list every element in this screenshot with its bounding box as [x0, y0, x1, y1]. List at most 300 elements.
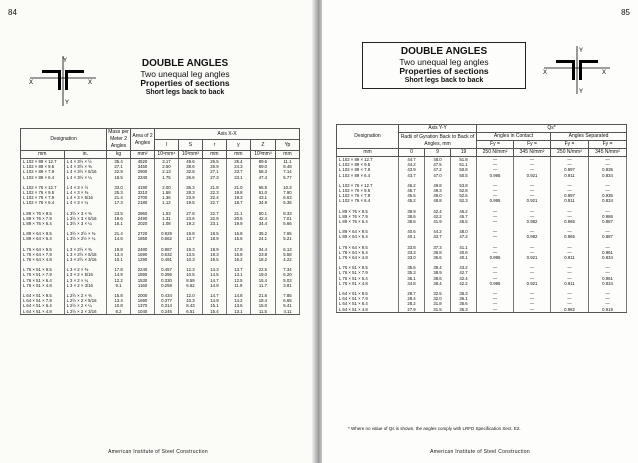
- page-title: DOUBLE ANGLES: [400, 46, 488, 57]
- designation-cell: L 89 × 76 × 7.9: [21, 216, 65, 221]
- value-cell: 15.8: [107, 293, 131, 298]
- value-cell: 0.911: [551, 173, 589, 178]
- value-cell: 10.1: [107, 257, 131, 262]
- col-y: y: [226, 140, 250, 151]
- value-cell: 42.4: [425, 209, 451, 214]
- col-fy250: 250 N/mm²: [477, 149, 514, 157]
- value-cell: 52.6: [451, 193, 477, 198]
- value-cell: 43.1: [250, 195, 275, 200]
- value-cell: 1.53: [155, 211, 179, 216]
- value-cell: 47.2: [451, 234, 477, 239]
- value-cell: 10.3: [275, 185, 299, 190]
- value-cell: 1850: [131, 236, 155, 241]
- value-cell: 0.834: [589, 281, 627, 286]
- designation-cell: L 89 × 76 × 9.5: [21, 211, 65, 216]
- value-cell: 42.2: [451, 281, 477, 286]
- col-designation: Designation: [337, 125, 399, 149]
- value-cell: 41.1: [451, 245, 477, 250]
- designation-cell: L 102 × 76 × 9.5: [337, 188, 399, 193]
- value-cell: 21.8: [202, 185, 226, 190]
- value-cell: 0.961: [589, 276, 627, 281]
- col-fy: Fy =: [514, 141, 551, 149]
- value-cell: 51.8: [451, 157, 477, 163]
- value-cell: 45.7: [399, 188, 425, 193]
- value-cell: —: [551, 209, 589, 214]
- value-cell: 22.7: [202, 200, 226, 205]
- designation-cell: L 89 × 64 × 9.5: [21, 231, 65, 236]
- value-cell: 44.7: [399, 157, 425, 163]
- designation-cell: L 64 × 51 × 9.5: [337, 291, 399, 296]
- unit-y: mm: [226, 151, 250, 159]
- value-cell: 6.13: [275, 247, 299, 252]
- designation-cell: L 3 × 2½ × 3/16: [64, 257, 106, 262]
- designation-cell: L 3½ × 3 × ¼: [64, 221, 106, 226]
- double-angle-section-icon: [544, 46, 610, 94]
- value-cell: —: [551, 188, 589, 193]
- value-cell: 4190: [131, 185, 155, 190]
- value-cell: 22.5: [250, 267, 275, 272]
- col-fy: Fy =: [477, 141, 514, 149]
- value-cell: —: [514, 193, 551, 198]
- value-cell: 45.5: [399, 193, 425, 198]
- value-cell: 53.8: [451, 183, 477, 188]
- designation-cell: L 76 × 51 × 9.5: [337, 265, 399, 270]
- value-cell: 36.1: [451, 296, 477, 301]
- value-cell: 2480: [131, 247, 155, 252]
- col-axis-xx: Axis X-X: [155, 129, 300, 140]
- value-cell: 12.0: [178, 293, 202, 298]
- value-cell: 1370: [131, 303, 155, 308]
- value-cell: —: [589, 157, 627, 163]
- value-cell: —: [589, 183, 627, 188]
- value-cell: 32.0: [425, 296, 451, 301]
- designation-cell: L 3½ × 2½ × ⅜: [64, 231, 106, 236]
- designation-cell: L 4 × 3 × ½: [64, 185, 106, 190]
- value-cell: 0.258: [155, 283, 179, 288]
- value-cell: 0.995: [477, 173, 514, 178]
- svg-text:Y: Y: [579, 48, 584, 54]
- value-cell: 2.50: [155, 164, 179, 169]
- col-designation: Designation: [21, 129, 107, 151]
- col-qs: Qs*: [477, 125, 627, 133]
- value-cell: 28.4: [399, 296, 425, 301]
- designation-cell: L 102 × 76 × 9.5: [21, 190, 65, 195]
- value-cell: 2.13: [155, 169, 179, 174]
- value-cell: 51.0: [250, 190, 275, 195]
- designation-cell: L 3½ × 3 × 5/16: [64, 216, 106, 221]
- col-fy: Fy =: [551, 141, 589, 149]
- value-cell: 38.6: [425, 276, 451, 281]
- value-cell: 28.2: [399, 301, 425, 306]
- col-fy345: 345 N/mm²: [589, 149, 627, 157]
- value-cell: 15.1: [202, 303, 226, 308]
- value-cell: 23.8: [250, 252, 275, 257]
- designation-cell: L 102 × 89 × 12.7: [337, 157, 399, 163]
- right-page: [322, 0, 638, 463]
- svg-text:X: X: [543, 70, 548, 76]
- value-cell: 14.6: [107, 236, 131, 241]
- designation-cell: L 102 × 76 × 6.4: [21, 200, 65, 205]
- designation-cell: L 64 × 51 × 7.9: [337, 296, 399, 301]
- value-cell: 11.9: [226, 283, 250, 288]
- value-cell: —: [589, 291, 627, 296]
- value-cell: 89.6: [250, 159, 275, 165]
- value-cell: 24.1: [250, 236, 275, 241]
- value-cell: 48.0: [451, 229, 477, 234]
- value-cell: 28.3: [178, 190, 202, 195]
- value-cell: 14.5: [202, 272, 226, 277]
- value-cell: 33.3: [399, 250, 425, 255]
- value-cell: 26.9: [202, 164, 226, 169]
- value-cell: —: [477, 214, 514, 219]
- value-cell: 31.8: [425, 301, 451, 306]
- col-mass: Mass per Meter 2 Angles: [108, 129, 129, 149]
- value-cell: —: [551, 183, 589, 188]
- value-cell: 33.0: [107, 185, 131, 190]
- value-cell: 0.911: [551, 255, 589, 260]
- value-cell: 14.9: [202, 283, 226, 288]
- value-cell: 10.8: [107, 303, 131, 308]
- double-angle-section-icon: [30, 56, 96, 106]
- value-cell: 38.6: [178, 164, 202, 169]
- value-cell: 45.2: [399, 198, 425, 203]
- svg-text:X: X: [88, 80, 93, 86]
- value-cell: —: [477, 307, 514, 313]
- value-cell: 19.3: [226, 195, 250, 200]
- value-cell: 47.4: [250, 175, 275, 180]
- value-cell: —: [589, 245, 627, 250]
- designation-cell: L 89 × 64 × 6.4: [337, 234, 399, 239]
- value-cell: 50.1: [250, 211, 275, 216]
- designation-cell: L 76 × 51 × 4.8: [337, 281, 399, 286]
- designation-cell: L 76 × 64 × 6.4: [337, 250, 399, 255]
- value-cell: 0.935: [589, 193, 627, 198]
- value-cell: 25.3: [107, 190, 131, 195]
- value-cell: 11.5: [250, 309, 275, 315]
- value-cell: 2900: [131, 169, 155, 174]
- value-cell: —: [477, 193, 514, 198]
- value-cell: —: [477, 301, 514, 306]
- value-cell: 4.22: [275, 257, 299, 262]
- value-cell: 2240: [131, 267, 155, 272]
- value-cell: 32.8: [178, 169, 202, 174]
- value-cell: 19.9: [226, 221, 250, 226]
- value-cell: 26.6: [178, 175, 202, 180]
- designation-cell: L 102 × 89 × 12.7: [21, 159, 65, 165]
- value-cell: 7.34: [275, 267, 299, 272]
- value-cell: 40.1: [399, 234, 425, 239]
- value-cell: 1.31: [155, 216, 179, 221]
- value-cell: 49.0: [425, 193, 451, 198]
- value-cell: 3210: [131, 190, 155, 195]
- value-cell: —: [551, 291, 589, 296]
- designation-cell: L 3 × 2½ × 5/16: [64, 252, 106, 257]
- value-cell: 3450: [131, 164, 155, 169]
- value-cell: —: [589, 162, 627, 167]
- value-cell: 5.36: [275, 200, 299, 205]
- section-subheading: Short legs back to back: [145, 89, 225, 97]
- page-title: DOUBLE ANGLES: [141, 58, 229, 69]
- unit-yp: mm: [275, 151, 299, 159]
- value-cell: 0.434: [155, 293, 179, 298]
- value-cell: 0.887: [589, 219, 627, 224]
- designation-cell: L 3 × 2½ × ⅜: [64, 247, 106, 252]
- col-area: Area of 2 Angles: [131, 129, 155, 151]
- value-cell: 38.4: [425, 281, 451, 286]
- title-block: [100, 58, 270, 97]
- value-cell: 0.330: [155, 278, 179, 283]
- value-cell: 26.5: [202, 159, 226, 165]
- value-cell: 25.4: [226, 159, 250, 165]
- value-cell: 52.3: [451, 198, 477, 203]
- value-cell: —: [589, 229, 627, 234]
- value-cell: 22.3: [202, 190, 226, 195]
- value-cell: 1.75: [155, 175, 179, 180]
- value-cell: 18.7: [226, 200, 250, 205]
- value-cell: 18.5: [107, 175, 131, 180]
- designation-cell: L 76 × 51 × 9.5: [21, 267, 65, 272]
- value-cell: —: [551, 214, 589, 219]
- value-cell: 14.3: [202, 267, 226, 272]
- svg-text:X: X: [602, 70, 607, 76]
- designation-cell: L 102 × 76 × 12.7: [21, 185, 65, 190]
- value-cell: 13.4: [107, 252, 131, 257]
- value-cell: 49.6: [178, 159, 202, 165]
- value-cell: 45.7: [451, 214, 477, 219]
- designation-cell: L 76 × 51 × 7.9: [21, 272, 65, 277]
- value-cell: 66.5: [250, 185, 275, 190]
- value-cell: 27.1: [107, 164, 131, 169]
- value-cell: 39.4: [425, 265, 451, 270]
- value-cell: 0.921: [514, 198, 551, 203]
- col-axis-yy: Axis Y-Y: [399, 125, 477, 133]
- designation-cell: L 64 × 51 × 6.4: [21, 303, 65, 308]
- value-cell: 31.5: [425, 307, 451, 313]
- col-i: I: [155, 140, 179, 151]
- value-cell: 0.995: [477, 255, 514, 260]
- value-cell: 34.4: [250, 221, 275, 226]
- designation-cell: L 3 × 2 × 5/16: [64, 272, 106, 277]
- value-cell: 5.03: [275, 278, 299, 283]
- value-cell: —: [514, 214, 551, 219]
- table-body: [337, 157, 627, 313]
- value-cell: 44.2: [399, 162, 425, 167]
- value-cell: 13.6: [226, 303, 250, 308]
- value-cell: 22.4: [202, 195, 226, 200]
- value-cell: 0.961: [589, 250, 627, 255]
- designation-cell: L 64 × 51 × 6.4: [337, 301, 399, 306]
- table-row: [337, 307, 627, 313]
- value-cell: —: [477, 183, 514, 188]
- designation-cell: L 3 × 2 × 3/16: [64, 283, 106, 288]
- value-cell: 15.4: [202, 309, 226, 315]
- value-cell: 0.887: [155, 247, 179, 252]
- value-cell: —: [514, 245, 551, 250]
- value-cell: —: [514, 276, 551, 281]
- value-cell: 10.5: [178, 272, 202, 277]
- value-cell: 36.3: [451, 291, 477, 296]
- value-cell: 16.8: [226, 252, 250, 257]
- value-cell: 0.834: [589, 173, 627, 178]
- value-cell: 38.9: [399, 209, 425, 214]
- value-cell: 22.9: [202, 216, 226, 221]
- unit-z: 10³mm³: [250, 151, 275, 159]
- designation-cell: L 2½ × 2 × ⅜: [64, 293, 106, 298]
- value-cell: 42.2: [425, 214, 451, 219]
- value-cell: —: [514, 307, 551, 313]
- value-cell: 7.85: [275, 293, 299, 298]
- value-cell: 40.6: [451, 250, 477, 255]
- value-cell: 43.9: [399, 167, 425, 172]
- value-cell: —: [589, 209, 627, 214]
- value-cell: 11.7: [250, 283, 275, 288]
- value-cell: 20.5: [226, 216, 250, 221]
- value-cell: 23.9: [178, 195, 202, 200]
- value-cell: —: [551, 157, 589, 163]
- value-cell: 6.20: [275, 272, 299, 277]
- value-cell: —: [589, 188, 627, 193]
- value-cell: 23.6: [178, 216, 202, 221]
- value-cell: —: [477, 162, 514, 167]
- value-cell: 41.9: [425, 219, 451, 224]
- value-cell: 19.5: [202, 257, 226, 262]
- value-cell: 21.4: [107, 195, 131, 200]
- value-cell: —: [514, 296, 551, 301]
- col-fy345: 345 N/mm²: [514, 149, 551, 157]
- value-cell: 0.921: [514, 255, 551, 260]
- col-radii: Radii of Gyration Back to Back of Angles, mm: [399, 133, 477, 149]
- value-cell: 21.6: [250, 293, 275, 298]
- value-cell: 42.4: [451, 276, 477, 281]
- value-cell: 46.2: [399, 183, 425, 188]
- svg-text:Y: Y: [579, 89, 584, 95]
- value-cell: 2340: [131, 175, 155, 180]
- value-cell: 0.834: [589, 255, 627, 260]
- value-cell: 16.1: [107, 221, 131, 226]
- value-cell: —: [551, 265, 589, 270]
- designation-cell: L 89 × 76 × 6.4: [21, 221, 65, 226]
- value-cell: 4520: [131, 159, 155, 165]
- value-cell: 8.59: [178, 278, 202, 283]
- value-cell: 23.7: [226, 169, 250, 174]
- unit-i: 10⁶mm⁴: [155, 151, 179, 159]
- value-cell: 47.5: [425, 162, 451, 167]
- value-cell: 0.662: [155, 236, 179, 241]
- value-cell: —: [551, 250, 589, 255]
- value-cell: 14.8: [226, 293, 250, 298]
- value-cell: 0.632: [155, 252, 179, 257]
- value-cell: 0.997: [551, 167, 589, 172]
- designation-cell: L 102 × 89 × 7.9: [337, 167, 399, 172]
- value-cell: 0.997: [551, 193, 589, 198]
- value-cell: 0.887: [589, 234, 627, 239]
- value-cell: 18.4: [250, 298, 275, 303]
- value-cell: 27.1: [202, 169, 226, 174]
- value-cell: 35.1: [399, 276, 425, 281]
- value-cell: 7.14: [275, 169, 299, 174]
- value-cell: 0.965: [551, 219, 589, 224]
- footer: American Institute of Steel Construction: [108, 449, 208, 455]
- designation-cell: L 64 × 51 × 7.9: [21, 298, 65, 303]
- value-cell: 0.982: [514, 219, 551, 224]
- value-cell: 5.77: [275, 175, 299, 180]
- page-number: 85: [621, 8, 630, 17]
- properties-table: [336, 124, 627, 313]
- table-body: [21, 159, 300, 315]
- value-cell: 16.8: [226, 231, 250, 236]
- value-cell: 50.5: [451, 173, 477, 178]
- value-cell: —: [477, 229, 514, 234]
- value-cell: 14.2: [226, 298, 250, 303]
- value-cell: 1690: [131, 252, 155, 257]
- designation-cell: L 102 × 89 × 9.5: [337, 162, 399, 167]
- designation-cell: L 102 × 76 × 7.9: [21, 195, 65, 200]
- designation-cell: L 76 × 64 × 4.8: [337, 255, 399, 260]
- value-cell: 10.3: [178, 298, 202, 303]
- value-cell: 51.1: [451, 162, 477, 167]
- section-subheading: Short legs back to back: [404, 77, 484, 85]
- value-cell: 2720: [131, 231, 155, 236]
- col-b19: 19: [451, 149, 477, 157]
- value-cell: —: [477, 270, 514, 275]
- value-cell: 43.2: [451, 265, 477, 270]
- value-cell: —: [514, 229, 551, 234]
- value-cell: 43.7: [425, 234, 451, 239]
- col-yp: Yp: [275, 140, 299, 151]
- col-contact: Angles in Contact: [477, 133, 551, 141]
- designation-cell: L 89 × 64 × 6.4: [21, 236, 65, 241]
- value-cell: 19.0: [250, 272, 275, 277]
- col-fy: Fy =: [589, 141, 627, 149]
- value-cell: 1.58: [155, 190, 179, 195]
- unit-mm: mm: [337, 149, 399, 157]
- col-fy250: 250 N/mm²: [551, 149, 589, 157]
- value-cell: 50.8: [451, 167, 477, 172]
- value-cell: 7.65: [275, 231, 299, 236]
- value-cell: 33.8: [399, 245, 425, 250]
- value-cell: 1160: [131, 283, 155, 288]
- value-cell: 5.58: [275, 252, 299, 257]
- value-cell: 27.8: [178, 211, 202, 216]
- value-cell: 3.17: [155, 159, 179, 165]
- value-cell: 35.6: [399, 265, 425, 270]
- value-cell: 34.9: [250, 200, 275, 205]
- value-cell: 8.43: [178, 303, 202, 308]
- value-cell: 1040: [131, 309, 155, 315]
- designation-cell: L 102 × 76 × 7.9: [337, 193, 399, 198]
- value-cell: 10.3: [178, 257, 202, 262]
- value-cell: —: [514, 265, 551, 270]
- value-cell: 0.921: [514, 281, 551, 286]
- value-cell: 19.8: [178, 231, 202, 236]
- value-cell: 49.3: [425, 188, 451, 193]
- unit-in: in.: [64, 151, 106, 159]
- value-cell: 6.62: [178, 283, 202, 288]
- left-page: [0, 0, 316, 463]
- value-cell: —: [514, 301, 551, 306]
- value-cell: 37.3: [425, 245, 451, 250]
- designation-cell: L 76 × 51 × 7.9: [337, 270, 399, 275]
- value-cell: 35.6: [451, 301, 477, 306]
- designation-cell: L 2½ × 2 × ¼: [64, 303, 106, 308]
- designation-cell: L 2½ × 2 × 5/16: [64, 298, 106, 303]
- value-cell: 11.1: [275, 159, 299, 165]
- unit-mm2: mm²: [131, 151, 155, 159]
- designation-cell: L 89 × 76 × 9.5: [337, 209, 399, 214]
- value-cell: 9.1: [107, 283, 131, 288]
- value-cell: 1890: [131, 272, 155, 277]
- section-heading: Properties of sections: [399, 66, 489, 77]
